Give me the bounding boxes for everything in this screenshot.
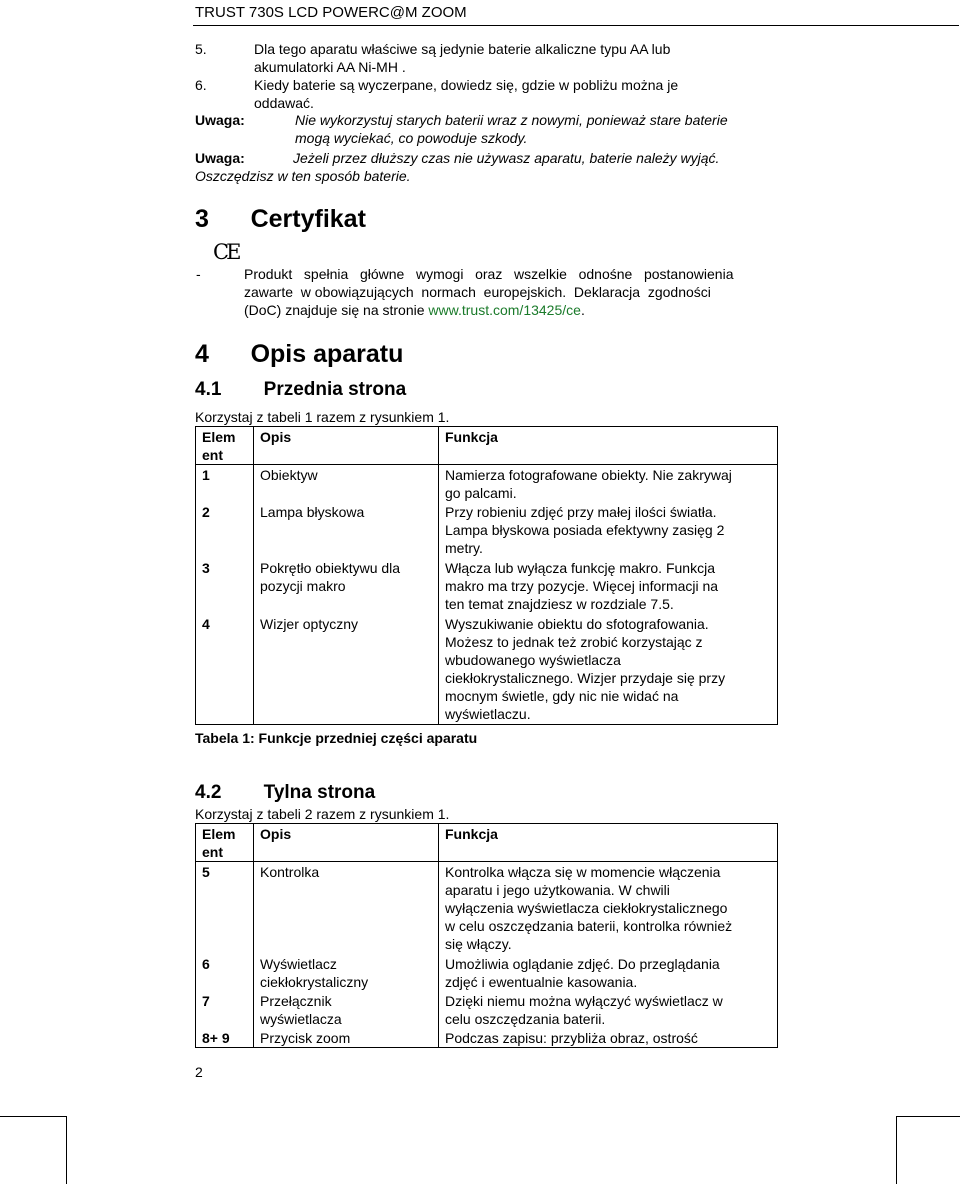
- table-1-cell-funkcja: Namierza fotografowane obiekty. Nie zakrywaj go palcami.: [439, 465, 778, 503]
- table-1-header-element: Elem ent: [196, 427, 254, 465]
- trust-doc-link[interactable]: www.trust.com/13425/ce: [428, 302, 581, 318]
- table-row: [196, 558, 778, 614]
- crop-mark-left-h: [0, 1116, 66, 1117]
- crop-mark-right-h: [896, 1116, 960, 1117]
- note-1-label: Uwaga:: [195, 112, 245, 128]
- section-3-bullet: -: [196, 266, 201, 282]
- table-1-header-row: [196, 427, 778, 465]
- table-1: [195, 426, 778, 725]
- table-1-cell-funkcja: Wyszukiwanie obiektu do sfotografowania. Możesz to jednak też zrobić korzystając z wbudowanego wyświetlacza ciekłokrystalicznego. Wizjer przydaje się przy mocnym świetle, gdy nic nie widać na wyświetlaczu.: [439, 614, 778, 724]
- table-1-cell-opis: Obiektyw: [254, 465, 439, 503]
- table-2-cell-el: 8+ 9: [196, 1028, 254, 1048]
- table-2-cell-funkcja: Umożliwia oglądanie zdjęć. Do przeglądania zdjęć i ewentualnie kasowania.: [439, 954, 778, 991]
- table-1-header-funkcja: Funkcja: [439, 427, 778, 465]
- note-2-line2: Oszczędzisz w ten sposób baterie.: [195, 168, 411, 184]
- table-2-cell-el: 6: [196, 954, 254, 991]
- section-3-line1: Produkt spełnia główne wymogi oraz wszelkie odnośne postanowienia: [244, 266, 734, 282]
- table-2-cell-opis: Przełącznik wyświetlacza: [254, 991, 439, 1028]
- table-1-cell-el: 1: [196, 465, 254, 503]
- note-1-line2: mogą wyciekać, co powoduje szkody.: [295, 130, 528, 146]
- table-1-caption: Tabela 1: Funkcje przedniej części aparatu: [195, 730, 478, 746]
- table-row: [196, 862, 778, 954]
- crop-mark-left-v: [66, 1116, 67, 1184]
- note-1-line1: Nie wykorzystuj starych baterii wraz z nowymi, ponieważ stare baterie: [295, 112, 728, 128]
- section-4-1-heading: 4.1 Przednia strona: [195, 379, 407, 400]
- ce-mark-icon: CE: [213, 240, 239, 264]
- table-2-header-row: [196, 824, 778, 862]
- table-2-header-element: Elem ent: [196, 824, 254, 862]
- table-1-cell-funkcja: Przy robieniu zdjęć przy małej ilości światła. Lampa błyskowa posiada efektywny zasięg 2 metry.: [439, 502, 778, 558]
- table-2-cell-funkcja: Kontrolka włącza się w momencie włączenia aparatu i jego użytkowania. W chwili wyłączenia wyświetlacza ciekłokrystalicznego w celu oszczędzania baterii, kontrolka również się włączy.: [439, 862, 778, 954]
- note-2-label: Uwaga:: [195, 150, 245, 166]
- section-3-line2: zawarte w obowiązujących normach europejskich. Deklaracja zgodności: [244, 284, 711, 300]
- table-1-cell-opis: Pokrętło obiektywu dla pozycji makro: [254, 558, 439, 614]
- table-row: [196, 991, 778, 1028]
- page-header-title: TRUST 730S LCD POWERC@M ZOOM: [195, 4, 467, 21]
- table-row: [196, 954, 778, 991]
- page-number: 2: [195, 1064, 203, 1080]
- table-1-cell-funkcja: Włącza lub wyłącza funkcję makro. Funkcja makro ma trzy pozycje. Więcej informacji na ten temat znajdziesz w rozdziale 7.5.: [439, 558, 778, 614]
- header-rule: [193, 25, 959, 26]
- section-4-heading: 4 Opis aparatu: [195, 340, 404, 368]
- table-2-cell-el: 5: [196, 862, 254, 954]
- list-item-5-line2: akumulatorki AA Ni-MH .: [254, 59, 406, 75]
- section-4-2-intro: Korzystaj z tabeli 2 razem z rysunkiem 1.: [195, 806, 450, 822]
- list-item-6-num: 6.: [195, 77, 207, 93]
- section-3-line3: [244, 302, 585, 319]
- table-1-cell-el: 3: [196, 558, 254, 614]
- list-item-6-line1: Kiedy baterie są wyczerpane, dowiedz się, gdzie w pobliżu można je: [254, 77, 679, 93]
- table-row: [196, 1028, 778, 1048]
- table-2-cell-opis: Kontrolka: [254, 862, 439, 954]
- section-3-line3-prefix: (DoC) znajduje się na stronie: [244, 302, 429, 318]
- table-row: [196, 502, 778, 558]
- note-2-line1: Jeżeli przez dłuższy czas nie używasz aparatu, baterie należy wyjąć.: [293, 150, 720, 166]
- table-2-cell-el: 7: [196, 991, 254, 1028]
- table-2: [195, 823, 778, 1048]
- list-item-6-line2: oddawać.: [254, 95, 314, 111]
- section-3-line3-suffix: .: [580, 302, 585, 318]
- table-1-cell-el: 4: [196, 614, 254, 724]
- table-2-cell-opis: Przycisk zoom: [254, 1028, 439, 1048]
- table-1-cell-opis: Wizjer optyczny: [254, 614, 439, 724]
- list-item-5-num: 5.: [195, 41, 207, 57]
- section-4-1-intro: Korzystaj z tabeli 1 razem z rysunkiem 1.: [195, 409, 450, 425]
- table-row: [196, 614, 778, 724]
- table-row: [196, 465, 778, 503]
- crop-mark-right-v: [896, 1116, 897, 1184]
- table-2-header-funkcja: Funkcja: [439, 824, 778, 862]
- table-2-cell-funkcja: Podczas zapisu: przybliża obraz, ostrość: [439, 1028, 778, 1048]
- table-2-cell-funkcja: Dzięki niemu można wyłączyć wyświetlacz w celu oszczędzania baterii.: [439, 991, 778, 1028]
- table-1-cell-opis: Lampa błyskowa: [254, 502, 439, 558]
- table-2-header-opis: Opis: [254, 824, 439, 862]
- list-item-5-line1: Dla tego aparatu właściwe są jedynie baterie alkaliczne typu AA lub: [254, 41, 671, 57]
- table-1-header-opis: Opis: [254, 427, 439, 465]
- section-3-heading: 3 Certyfikat: [195, 205, 366, 233]
- table-1-cell-el: 2: [196, 502, 254, 558]
- table-2-cell-opis: Wyświetlacz ciekłokrystaliczny: [254, 954, 439, 991]
- section-4-2-heading: 4.2 Tylna strona: [195, 782, 376, 803]
